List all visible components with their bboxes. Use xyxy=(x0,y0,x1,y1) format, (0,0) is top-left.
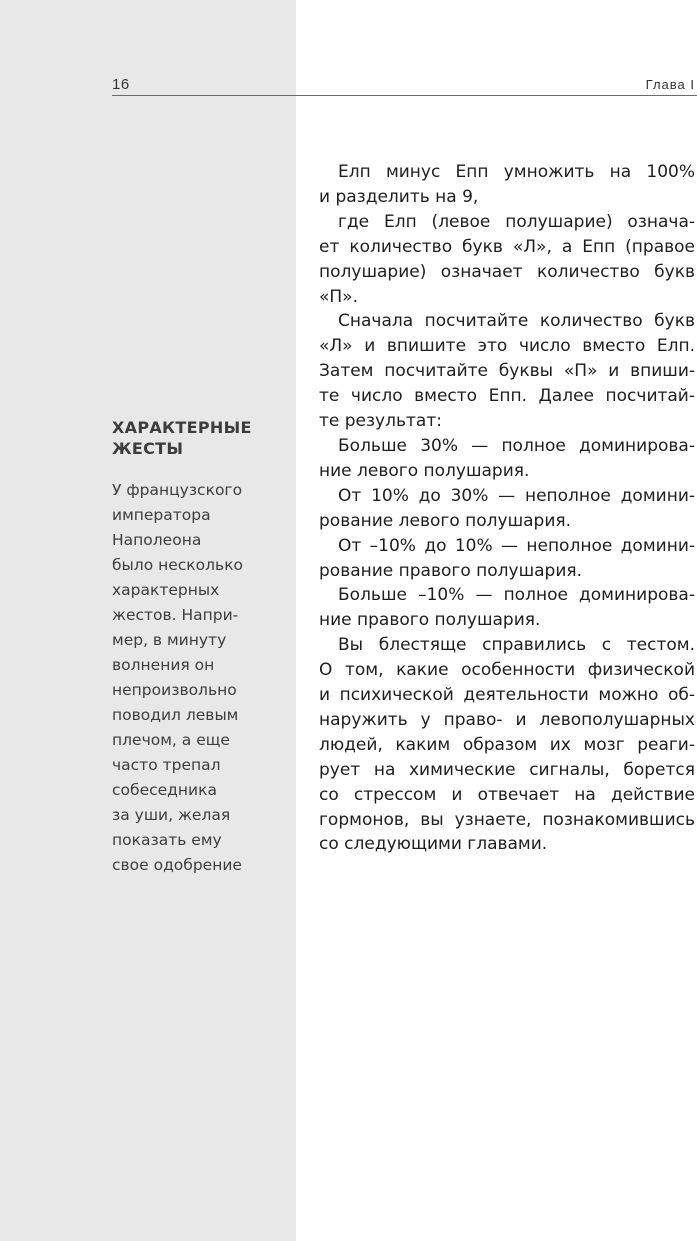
text-line: где Елп (левое полушарие) означа- xyxy=(338,211,695,232)
sidebar-title-line: ЖЕСТЫ xyxy=(112,439,184,458)
sidebar-line: за уши, желая xyxy=(112,806,231,824)
text-line: «Л» и впишите это число вместо Елп. xyxy=(319,336,695,357)
text-line: Больше 30% — полное доминирова- xyxy=(338,435,695,456)
sidebar-line: собеседника xyxy=(112,781,217,799)
sidebar-line: волнения он xyxy=(112,656,215,674)
sidebar-line: мер, в минуту xyxy=(112,631,227,649)
sidebar-line: часто трепал xyxy=(112,756,221,774)
text-line: те число вместо Епп. Далее посчитай- xyxy=(319,386,695,407)
text-line: рует на химические сигналы, борется xyxy=(319,759,695,780)
text-line: ние правого полушария. xyxy=(319,610,541,631)
sidebar-line: У французского xyxy=(112,481,243,499)
sidebar-note xyxy=(112,417,288,878)
sidebar-line: Наполеона xyxy=(112,531,202,549)
text-line: Елп минус Епп умножить на 100% xyxy=(338,162,695,182)
text-line: ет количество букв «Л», а Епп (правое xyxy=(319,236,695,257)
text-line: О том, какие особенности физической xyxy=(319,660,695,681)
sidebar-line: было несколько xyxy=(112,556,244,574)
main-text xyxy=(319,160,695,857)
text-line: От –10% до 10% — неполное домини- xyxy=(338,535,695,556)
sidebar-title-line: ХАРАКТЕРНЫЕ xyxy=(112,418,252,437)
text-line: со стрессом и отвечает на действие xyxy=(319,784,695,805)
text-line: гормонов, вы узнаете, познакомившись xyxy=(319,809,695,830)
text-line: Затем посчитайте буквы «П» и впиши- xyxy=(319,361,695,382)
text-line: полушарие) означает количество букв xyxy=(319,261,695,282)
text-line: людей, каким образом их мозг реаги- xyxy=(319,734,695,755)
text-line: «П». xyxy=(319,286,358,307)
sidebar-line: свое одобрение xyxy=(112,856,242,874)
sidebar-line: императора xyxy=(112,506,211,524)
sidebar-line: непроизвольно xyxy=(112,681,237,699)
text-line: Сначала посчитайте количество букв xyxy=(338,311,695,332)
sidebar-line: показать ему xyxy=(112,831,222,849)
text-line: со следующими главами. xyxy=(319,834,548,855)
text-line: рование правого полушария. xyxy=(319,560,583,581)
text-line: и разделить на 9, xyxy=(319,186,479,207)
text-line: те результат: xyxy=(319,411,442,432)
sidebar-line: характерных xyxy=(112,581,220,599)
text-line: Больше –10% — полное доминирова- xyxy=(338,585,695,606)
sidebar-body xyxy=(112,478,288,878)
sidebar-line: плечом, а еще xyxy=(112,731,230,749)
text-line: ние левого полушария. xyxy=(319,460,530,481)
text-line: рование левого полушария. xyxy=(319,510,572,531)
sidebar-line: поводил левым xyxy=(112,706,239,724)
text-line: Вы блестяще справились с тестом. xyxy=(338,635,695,656)
sidebar-line: жестов. Напри- xyxy=(112,606,239,624)
sidebar-title xyxy=(112,417,288,459)
text-line: наружить у право- и левополушарных xyxy=(319,709,695,730)
page-number: 16 xyxy=(112,76,130,93)
chapter-label: Глава I xyxy=(645,77,695,92)
text-line: и психической деятельности можно об- xyxy=(319,685,695,706)
text-line: От 10% до 30% — неполное домини- xyxy=(338,485,695,506)
running-header xyxy=(112,74,697,96)
